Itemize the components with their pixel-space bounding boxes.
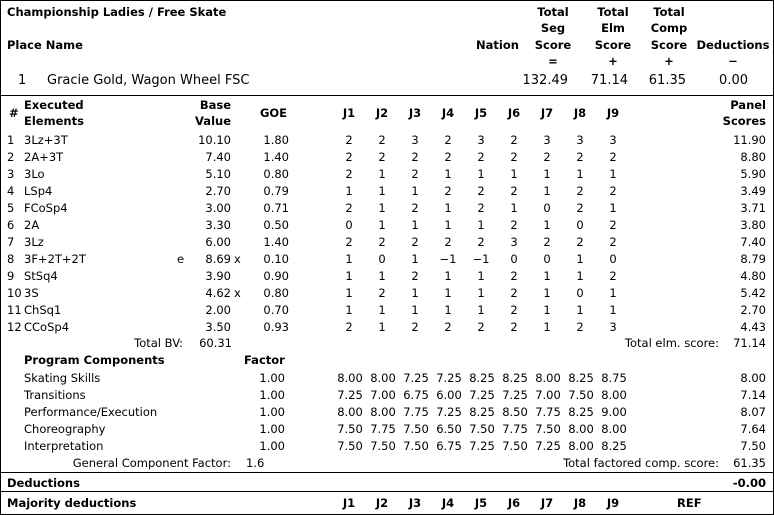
element-goe: 0.50	[263, 218, 289, 232]
element-judge-score: 2	[444, 133, 452, 147]
element-judge-score: 3	[543, 133, 551, 147]
element-judge-score: 2	[444, 184, 452, 198]
tss-header-3: Score	[534, 38, 572, 52]
element-goe: 1.40	[263, 235, 289, 249]
component-factor: 1.00	[259, 371, 285, 385]
element-panel-score: 2.70	[740, 303, 766, 317]
judge-header: J9	[606, 106, 620, 120]
component-judge-score: 7.50	[568, 388, 594, 402]
majority-judge-header: J8	[573, 496, 587, 510]
element-bonus-marker: x	[234, 286, 241, 300]
element-goe: 0.79	[263, 184, 289, 198]
element-judge-score: 1	[576, 252, 584, 266]
element-judge-score: 1	[543, 286, 551, 300]
component-judge-score: 8.25	[568, 371, 594, 385]
element-base-value: 4.62	[205, 286, 231, 300]
skater-name: Gracie Gold, Wagon Wheel FSC	[47, 73, 250, 88]
element-goe: 0.71	[263, 201, 289, 215]
element-judge-score: 1	[444, 218, 452, 232]
element-base-value: 10.10	[198, 133, 231, 147]
component-judge-score: 8.00	[601, 388, 627, 402]
element-panel-score: 7.40	[740, 235, 766, 249]
majority-judge-header: J2	[375, 496, 389, 510]
element-goe: 0.80	[263, 167, 289, 181]
element-judge-score: 0	[510, 252, 518, 266]
element-judge-score: 2	[345, 167, 353, 181]
component-judge-score: 8.00	[337, 405, 363, 419]
component-judge-score: 8.25	[469, 405, 495, 419]
component-judge-score: 8.25	[469, 371, 495, 385]
element-judge-score: 1	[477, 218, 485, 232]
element-code: 3S	[24, 286, 39, 300]
component-judge-score: 7.50	[370, 439, 396, 453]
element-judge-score: 2	[576, 320, 584, 334]
element-judge-score: 0	[609, 252, 617, 266]
component-judge-score: 9.00	[601, 405, 627, 419]
component-judge-score: 6.00	[436, 388, 462, 402]
deductions-value: -0.00	[732, 476, 766, 490]
element-code: 3F+2T+2T	[24, 252, 86, 266]
element-panel-score: 4.43	[740, 320, 766, 334]
element-judge-score: 1	[345, 252, 353, 266]
judge-header: J2	[375, 106, 389, 120]
element-judge-score: 1	[477, 167, 485, 181]
element-judge-score: 1	[378, 184, 386, 198]
element-panel-score: 5.90	[740, 167, 766, 181]
component-judge-score: 7.50	[403, 439, 429, 453]
skater-tss: 132.49	[522, 73, 568, 88]
element-number: 1	[7, 133, 15, 147]
nation-header: Nation	[476, 38, 519, 52]
tss-header-2: Seg	[540, 21, 566, 35]
component-judge-score: 7.50	[469, 422, 495, 436]
element-judge-score: 2	[378, 133, 386, 147]
element-judge-score: 1	[543, 218, 551, 232]
component-judge-score: 6.50	[436, 422, 462, 436]
component-judge-score: 8.00	[535, 371, 561, 385]
element-judge-score: 1	[576, 269, 584, 283]
component-judge-score: 7.50	[403, 422, 429, 436]
element-judge-score: 3	[609, 133, 617, 147]
judge-header: J6	[507, 106, 521, 120]
element-judge-score: 1	[378, 303, 386, 317]
majority-judge-header: J4	[441, 496, 455, 510]
base-value-header-1: Base	[199, 98, 231, 112]
element-base-value: 3.50	[205, 320, 231, 334]
element-judge-score: 1	[345, 184, 353, 198]
element-judge-score: 1	[576, 167, 584, 181]
element-number: 6	[7, 218, 15, 232]
gcf-value: 1.6	[246, 456, 265, 470]
element-judge-score: 2	[345, 150, 353, 164]
element-panel-score: 8.79	[740, 252, 766, 266]
element-judge-score: 2	[378, 286, 386, 300]
component-name: Performance/Execution	[24, 405, 158, 419]
element-base-value: 2.70	[205, 184, 231, 198]
element-judge-score: 2	[510, 133, 518, 147]
panel-scores-header-1: Panel	[730, 98, 766, 112]
component-name: Choreography	[24, 422, 106, 436]
element-code: FCoSp4	[24, 201, 68, 215]
element-bonus-marker: x	[234, 252, 241, 266]
element-judge-score: 0	[576, 286, 584, 300]
element-judge-score: 2	[510, 218, 518, 232]
element-judge-score: 2	[444, 150, 452, 164]
element-judge-score: −1	[439, 252, 457, 266]
divider-header	[1, 95, 773, 96]
element-judge-score: 2	[477, 184, 485, 198]
element-base-value: 6.00	[205, 235, 231, 249]
majority-judge-header: J1	[342, 496, 356, 510]
element-judge-score: 1	[411, 286, 419, 300]
component-judge-score: 8.25	[568, 405, 594, 419]
skater-deductions: 0.00	[719, 73, 748, 88]
element-judge-score: 2	[510, 150, 518, 164]
majority-ref: REF	[677, 496, 702, 510]
element-panel-score: 3.80	[740, 218, 766, 232]
component-judge-score: 7.25	[502, 388, 528, 402]
judge-header: J5	[474, 106, 488, 120]
component-judge-score: 7.25	[469, 388, 495, 402]
judge-header: J3	[408, 106, 422, 120]
element-judge-score: 2	[345, 320, 353, 334]
ded-header-1: Deductions	[696, 38, 770, 52]
tes-header-2: Elm	[601, 21, 625, 35]
element-judge-score: 1	[543, 303, 551, 317]
component-factor: 1.00	[259, 439, 285, 453]
element-judge-score: 1	[411, 218, 419, 232]
element-code: CCoSp4	[24, 320, 70, 334]
element-panel-score: 11.90	[733, 133, 766, 147]
element-judge-score: 3	[510, 235, 518, 249]
element-judge-score: 1	[609, 303, 617, 317]
element-judge-score: 1	[444, 286, 452, 300]
element-judge-score: 2	[477, 235, 485, 249]
element-judge-score: 1	[378, 218, 386, 232]
element-number: 5	[7, 201, 15, 215]
component-judge-score: 6.75	[403, 388, 429, 402]
divider-deductions-top	[1, 472, 773, 473]
skater-pcs: 61.35	[648, 73, 686, 88]
component-judge-score: 7.25	[535, 439, 561, 453]
component-judge-score: 7.75	[370, 422, 396, 436]
base-value-header-2: Value	[195, 114, 231, 128]
gcf-label: General Component Factor:	[72, 456, 231, 470]
element-panel-score: 3.49	[740, 184, 766, 198]
element-code: 3Lo	[24, 167, 45, 181]
element-panel-score: 4.80	[740, 269, 766, 283]
element-judge-score: 2	[378, 150, 386, 164]
element-base-value: 3.90	[205, 269, 231, 283]
element-judge-score: 1	[411, 184, 419, 198]
element-judge-score: 2	[609, 218, 617, 232]
element-judge-score: 1	[378, 269, 386, 283]
element-base-value: 8.69	[205, 252, 231, 266]
element-judge-score: 2	[411, 150, 419, 164]
judge-header: J8	[573, 106, 587, 120]
element-judge-score: 3	[609, 320, 617, 334]
judge-header: J4	[441, 106, 455, 120]
element-judge-score: 2	[576, 235, 584, 249]
tes-header-1: Total	[597, 5, 629, 19]
element-goe: 1.40	[263, 150, 289, 164]
component-judge-score: 8.25	[502, 371, 528, 385]
factor-header: Factor	[244, 353, 285, 367]
element-judge-score: 1	[444, 167, 452, 181]
component-judge-score: 7.25	[469, 439, 495, 453]
element-judge-score: 1	[609, 167, 617, 181]
element-goe: 1.80	[263, 133, 289, 147]
element-judge-score: 1	[345, 286, 353, 300]
component-score: 8.07	[740, 405, 766, 419]
judge-header: J7	[540, 106, 554, 120]
component-factor: 1.00	[259, 388, 285, 402]
element-code: 2A	[24, 218, 40, 232]
element-judge-score: 2	[477, 201, 485, 215]
event-title: Championship Ladies / Free Skate	[7, 5, 227, 19]
judge-header: J1	[342, 106, 356, 120]
deductions-label: Deductions	[7, 476, 80, 490]
component-judge-score: 7.75	[403, 405, 429, 419]
component-judge-score: 7.50	[337, 439, 363, 453]
element-judge-score: 0	[543, 201, 551, 215]
element-goe: 0.93	[263, 320, 289, 334]
component-judge-score: 7.00	[535, 388, 561, 402]
element-judge-score: 0	[543, 252, 551, 266]
element-number: 7	[7, 235, 15, 249]
component-judge-score: 7.50	[337, 422, 363, 436]
majority-judge-header: J9	[606, 496, 620, 510]
tes-header-4: +	[608, 54, 618, 68]
place-name-header: Place Name	[7, 38, 83, 52]
element-goe: 0.70	[263, 303, 289, 317]
element-number: 12	[7, 320, 22, 334]
element-judge-score: 1	[378, 320, 386, 334]
element-number: 4	[7, 184, 15, 198]
component-judge-score: 8.00	[568, 422, 594, 436]
element-base-value: 3.00	[205, 201, 231, 215]
element-judge-score: 2	[345, 133, 353, 147]
component-factor: 1.00	[259, 405, 285, 419]
element-judge-score: 2	[609, 184, 617, 198]
element-judge-score: 1	[576, 303, 584, 317]
total-elm-label: Total elm. score:	[624, 336, 719, 350]
element-code: 3Lz+3T	[24, 133, 68, 147]
element-number: 9	[7, 269, 15, 283]
component-judge-score: 8.25	[601, 439, 627, 453]
element-judge-score: 3	[576, 133, 584, 147]
element-judge-score: −1	[472, 252, 490, 266]
component-judge-score: 8.75	[601, 371, 627, 385]
total-bv-value: 60.31	[199, 336, 232, 350]
element-judge-score: 2	[345, 235, 353, 249]
elements-exec-header-1: Executed	[24, 98, 84, 112]
element-judge-score: 2	[444, 235, 452, 249]
total-elm-value: 71.14	[733, 336, 766, 350]
component-judge-score: 8.00	[370, 371, 396, 385]
component-judge-score: 7.25	[436, 405, 462, 419]
element-info: e	[177, 252, 185, 266]
component-judge-score: 7.25	[403, 371, 429, 385]
element-judge-score: 2	[510, 269, 518, 283]
element-judge-score: 0	[345, 218, 353, 232]
component-judge-score: 7.75	[535, 405, 561, 419]
element-judge-score: 1	[609, 201, 617, 215]
element-judge-score: 2	[576, 201, 584, 215]
element-judge-score: 0	[576, 218, 584, 232]
element-judge-score: 1	[411, 252, 419, 266]
element-number: 3	[7, 167, 15, 181]
element-judge-score: 2	[411, 320, 419, 334]
element-judge-score: 2	[411, 201, 419, 215]
element-judge-score: 2	[411, 167, 419, 181]
component-score: 8.00	[740, 371, 766, 385]
element-code: 3Lz	[24, 235, 44, 249]
element-judge-score: 1	[543, 269, 551, 283]
element-judge-score: 2	[510, 303, 518, 317]
element-judge-score: 2	[543, 150, 551, 164]
element-goe: 0.80	[263, 286, 289, 300]
component-judge-score: 7.25	[436, 371, 462, 385]
component-name: Skating Skills	[24, 371, 101, 385]
total-comp-value: 61.35	[733, 456, 766, 470]
tss-header-1: Total	[537, 5, 569, 19]
skater-place: 1	[18, 73, 27, 88]
pcs-header-4: +	[664, 54, 674, 68]
element-judge-score: 1	[543, 320, 551, 334]
elements-num-header: #	[9, 106, 19, 120]
element-base-value: 5.10	[205, 167, 231, 181]
component-judge-score: 7.00	[370, 388, 396, 402]
component-judge-score: 7.75	[502, 422, 528, 436]
element-judge-score: 1	[609, 286, 617, 300]
element-judge-score: 2	[576, 184, 584, 198]
majority-judge-header: J3	[408, 496, 422, 510]
element-judge-score: 0	[378, 252, 386, 266]
total-bv-label: Total BV:	[134, 336, 183, 350]
elements-exec-header-2: Elements	[24, 114, 84, 128]
total-comp-label: Total factored comp. score:	[563, 456, 719, 470]
component-score: 7.50	[740, 439, 766, 453]
element-number: 11	[7, 303, 22, 317]
element-judge-score: 1	[477, 269, 485, 283]
element-judge-score: 1	[378, 167, 386, 181]
element-judge-score: 1	[444, 201, 452, 215]
component-score: 7.64	[740, 422, 766, 436]
element-base-value: 2.00	[205, 303, 231, 317]
element-number: 2	[7, 150, 15, 164]
element-judge-score: 2	[510, 286, 518, 300]
element-judge-score: 1	[444, 303, 452, 317]
component-judge-score: 7.25	[337, 388, 363, 402]
element-judge-score: 2	[345, 201, 353, 215]
element-judge-score: 2	[477, 320, 485, 334]
element-goe: 0.10	[263, 252, 289, 266]
component-judge-score: 8.00	[568, 439, 594, 453]
element-judge-score: 2	[576, 150, 584, 164]
element-number: 8	[7, 252, 15, 266]
element-judge-score: 1	[510, 201, 518, 215]
component-judge-score: 7.50	[502, 439, 528, 453]
element-panel-score: 5.42	[740, 286, 766, 300]
element-code: ChSq1	[24, 303, 62, 317]
component-name: Transitions	[24, 388, 86, 402]
element-base-value: 7.40	[205, 150, 231, 164]
tss-header-4: =	[548, 54, 558, 68]
element-judge-score: 2	[510, 320, 518, 334]
component-factor: 1.00	[259, 422, 285, 436]
components-header: Program Components	[24, 353, 165, 367]
element-judge-score: 1	[378, 201, 386, 215]
element-judge-score: 1	[444, 269, 452, 283]
majority-judge-header: J7	[540, 496, 554, 510]
element-code: LSp4	[24, 184, 53, 198]
component-judge-score: 8.00	[601, 422, 627, 436]
skater-tes: 71.14	[590, 73, 628, 88]
element-judge-score: 2	[609, 150, 617, 164]
pcs-header-2: Comp	[650, 21, 688, 35]
element-judge-score: 3	[477, 133, 485, 147]
component-score: 7.14	[740, 388, 766, 402]
element-code: StSq4	[24, 269, 58, 283]
element-judge-score: 2	[543, 235, 551, 249]
element-judge-score: 2	[609, 269, 617, 283]
pcs-header-1: Total	[653, 5, 685, 19]
element-judge-score: 2	[411, 235, 419, 249]
element-judge-score: 1	[345, 303, 353, 317]
element-judge-score: 1	[543, 184, 551, 198]
tes-header-3: Score	[594, 38, 632, 52]
majority-deductions-label: Majority deductions	[7, 496, 137, 510]
element-judge-score: 1	[411, 303, 419, 317]
divider-majority-top	[1, 491, 773, 492]
ded-header-2: −	[728, 54, 738, 68]
element-judge-score: 2	[378, 235, 386, 249]
element-code: 2A+3T	[24, 150, 64, 164]
element-judge-score: 3	[411, 133, 419, 147]
element-panel-score: 3.71	[740, 201, 766, 215]
panel-scores-header-2: Scores	[722, 114, 766, 128]
component-judge-score: 6.75	[436, 439, 462, 453]
element-panel-score: 8.80	[740, 150, 766, 164]
component-judge-score: 8.00	[337, 371, 363, 385]
element-judge-score: 2	[477, 150, 485, 164]
element-judge-score: 1	[510, 167, 518, 181]
component-name: Interpretation	[24, 439, 104, 453]
element-judge-score: 2	[609, 235, 617, 249]
component-judge-score: 8.50	[502, 405, 528, 419]
goe-header: GOE	[259, 106, 288, 120]
element-base-value: 3.30	[205, 218, 231, 232]
element-judge-score: 2	[510, 184, 518, 198]
element-number: 10	[7, 286, 22, 300]
component-judge-score: 7.50	[535, 422, 561, 436]
element-judge-score: 1	[345, 269, 353, 283]
majority-judge-header: J6	[507, 496, 521, 510]
element-judge-score: 1	[543, 167, 551, 181]
element-judge-score: 2	[411, 269, 419, 283]
element-judge-score: 1	[477, 303, 485, 317]
pcs-header-3: Score	[650, 38, 688, 52]
element-goe: 0.90	[263, 269, 289, 283]
element-judge-score: 1	[477, 286, 485, 300]
element-judge-score: 2	[444, 320, 452, 334]
majority-judge-header: J5	[474, 496, 488, 510]
component-judge-score: 8.00	[370, 405, 396, 419]
